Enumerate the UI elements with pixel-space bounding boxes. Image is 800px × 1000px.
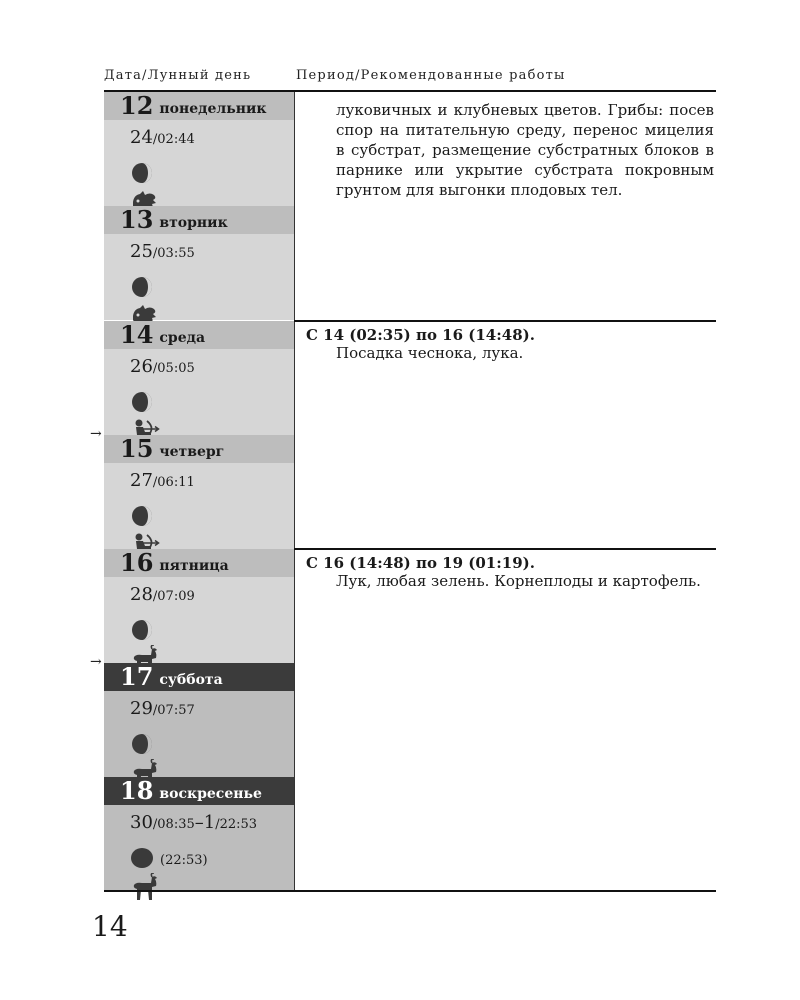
day-block xyxy=(104,435,294,549)
weekday: воскресенье xyxy=(159,786,262,802)
period-rule xyxy=(294,320,716,322)
weekday: среда xyxy=(159,330,206,346)
day-number: 13 xyxy=(120,205,154,234)
column-header-date: Дата/Лунный день xyxy=(104,68,252,83)
column-divider xyxy=(294,92,295,890)
day-body xyxy=(104,691,294,777)
new-moon-icon xyxy=(130,847,154,869)
date-column xyxy=(90,91,294,890)
day-number: 18 xyxy=(120,776,154,805)
day-heading xyxy=(104,663,294,691)
day-number: 14 xyxy=(120,320,154,349)
page-number: 14 xyxy=(92,910,128,943)
lunar-day: 24/02:44 xyxy=(130,127,195,148)
lunar-day: 25/03:55 xyxy=(130,241,195,262)
period-rule xyxy=(294,548,716,550)
weekday: понедельник xyxy=(159,101,267,117)
weekday: суббота xyxy=(159,672,223,688)
day-heading xyxy=(104,92,294,120)
lunar-day: 26/05:05 xyxy=(130,356,195,377)
weekday: пятница xyxy=(159,558,229,574)
day-block xyxy=(104,777,294,890)
day-block xyxy=(104,92,294,206)
capricorn-icon xyxy=(130,873,160,901)
period-title: С 14 (02:35) по 16 (14:48). xyxy=(306,326,535,344)
day-body xyxy=(90,577,294,670)
period-entry xyxy=(306,554,714,590)
sign-change-arrow-icon: → xyxy=(90,654,102,670)
waning-moon-icon xyxy=(130,733,154,755)
day-heading xyxy=(104,206,294,234)
day-block xyxy=(90,320,294,442)
period-title: С 16 (14:48) по 19 (01:19). xyxy=(306,554,535,572)
day-number: 16 xyxy=(120,548,154,577)
day-number: 15 xyxy=(120,434,154,463)
lunar-day: 27/06:11 xyxy=(130,470,195,491)
bottom-rule xyxy=(104,890,716,892)
waning-moon-icon xyxy=(130,162,154,184)
day-number: 12 xyxy=(120,91,154,120)
day-number: 17 xyxy=(120,662,154,691)
lunar-day: 30/08:35–1/22:53 xyxy=(130,812,258,833)
day-heading xyxy=(104,435,294,463)
period-body: Посадка чеснока, лука. xyxy=(336,344,524,362)
lunar-day: 29/07:57 xyxy=(130,698,195,719)
weekday: четверг xyxy=(159,444,225,460)
day-block xyxy=(90,548,294,670)
waning-moon-icon xyxy=(130,276,154,298)
period-body: Лук, любая зелень. Корнеплоды и картофель. xyxy=(336,572,701,590)
period-entry xyxy=(306,326,714,362)
day-block xyxy=(104,206,294,320)
day-heading xyxy=(104,549,294,577)
waning-moon-icon xyxy=(130,619,154,641)
day-heading xyxy=(104,321,294,349)
day-heading xyxy=(104,777,294,805)
day-block xyxy=(104,663,294,777)
weekday: вторник xyxy=(159,215,228,231)
new-moon-time: (22:53) xyxy=(160,853,208,868)
column-header-period: Период/Рекомендованные работы xyxy=(296,68,566,83)
day-body xyxy=(104,463,294,549)
day-body xyxy=(104,805,294,890)
lunar-day: 28/07:09 xyxy=(130,584,195,605)
continued-text: луковичных и клубневых цветов. Грибы: посев спор на питательную среду, перенос мицелия в субстрат, размещение субстратных блоков в парнике или укрытие субстрата покровным грунтом для выгонки плодовых тел. xyxy=(336,101,714,199)
waning-moon-icon xyxy=(130,505,154,527)
sign-change-arrow-icon: → xyxy=(90,426,102,442)
day-body xyxy=(104,234,294,320)
day-body xyxy=(104,120,294,206)
day-body xyxy=(90,349,294,442)
waning-moon-icon xyxy=(130,391,154,413)
